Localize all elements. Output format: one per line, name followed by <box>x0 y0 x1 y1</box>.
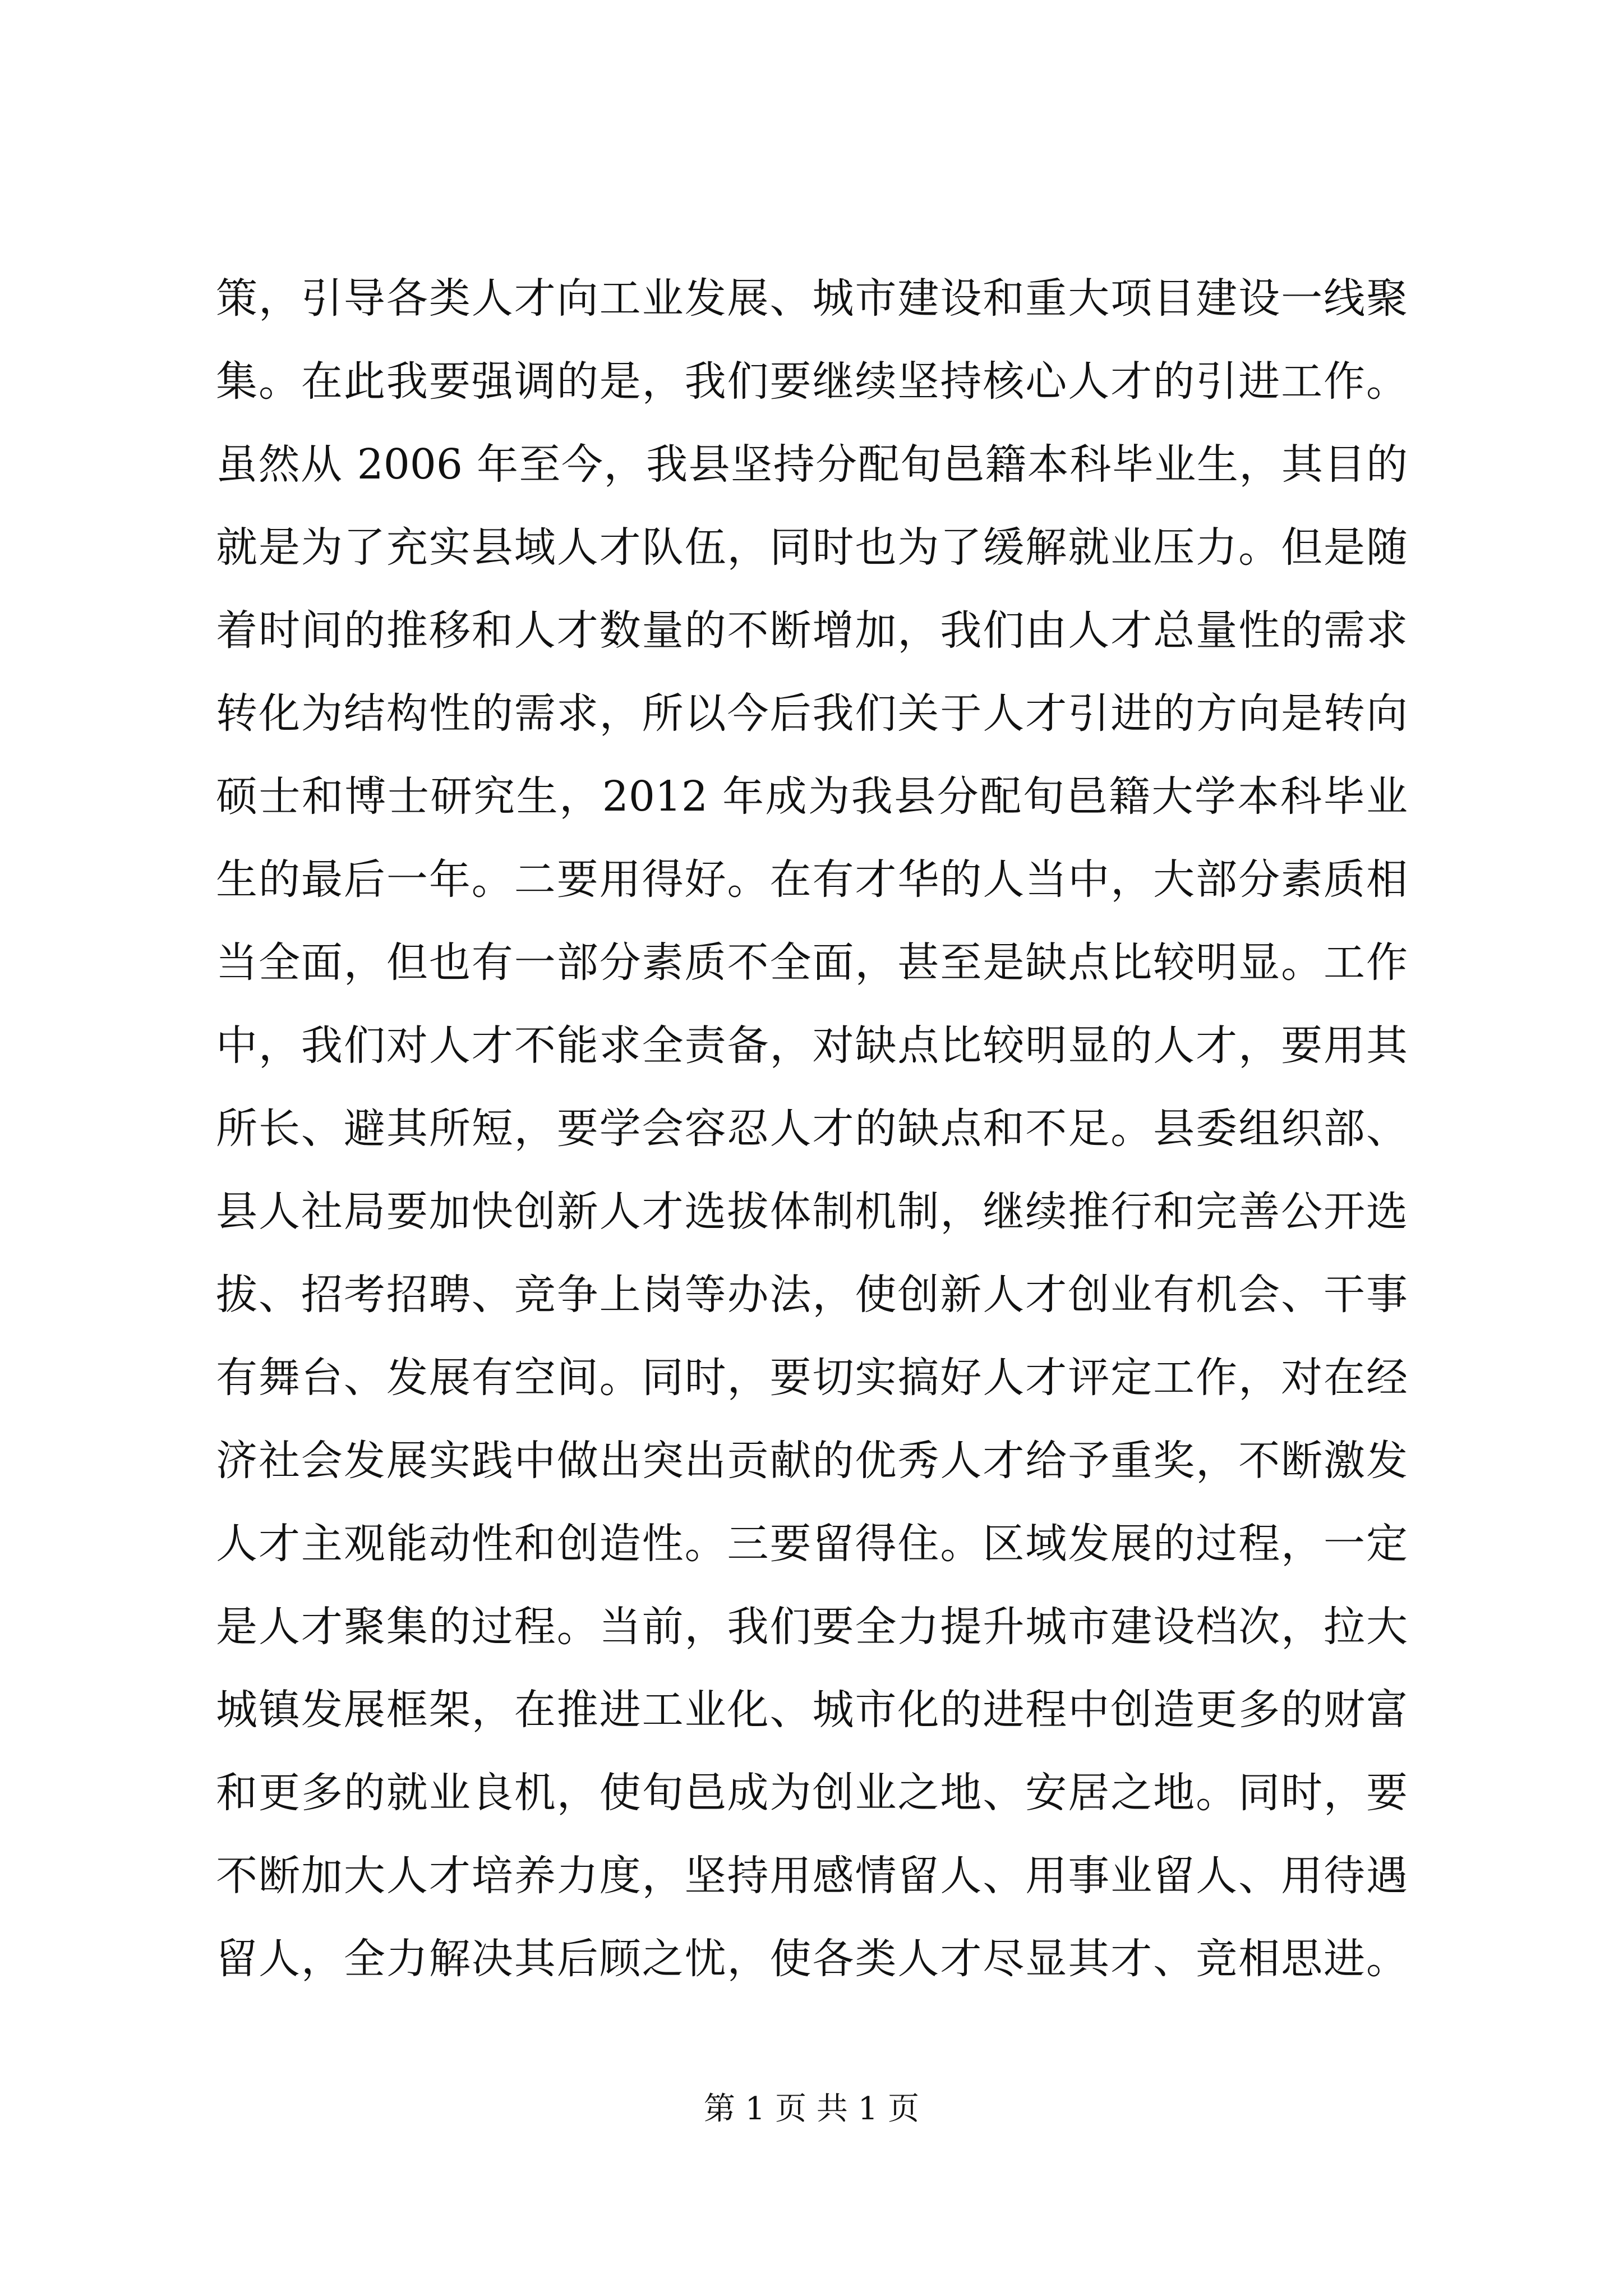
text-line: 人才主观能动性和创造性。三要留得住。区域发展的过程，一定 <box>216 1520 1408 1568</box>
text-line: 集。在此我要强调的是，我们要继续坚持核心人才的引进工作。 <box>216 357 1408 406</box>
body-paragraph <box>216 257 1408 2000</box>
page-number-footer: 第 1 页 共 1 页 <box>703 2091 920 2127</box>
text-line: 有舞台、发展有空间。同时，要切实搞好人才评定工作，对在经 <box>216 1354 1408 1402</box>
text-line: 县人社局要加快创新人才选拔体制机制，继续推行和完善公开选 <box>216 1188 1408 1236</box>
text-line: 城镇发展框架，在推进工业化、城市化的进程中创造更多的财富 <box>216 1686 1408 1734</box>
text-line: 所长、避其所短，要学会容忍人才的缺点和不足。县委组织部、 <box>216 1105 1408 1153</box>
text-line: 不断加大人才培养力度，坚持用感情留人、用事业留人、用待遇 <box>216 1852 1408 1900</box>
text-line: 是人才聚集的过程。当前，我们要全力提升城市建设档次，拉大 <box>216 1603 1408 1651</box>
text-line: 转化为结构性的需求，所以今后我们关于人才引进的方向是转向 <box>216 689 1408 738</box>
text-line: 虽然从 2006 年至今，我县坚持分配旬邑籍本科毕业生，其目的 <box>216 440 1408 489</box>
text-line: 硕士和博士研究生，2012 年成为我县分配旬邑籍大学本科毕业 <box>216 772 1408 821</box>
text-line: 当全面，但也有一部分素质不全面，甚至是缺点比较明显。工作 <box>216 938 1408 987</box>
text-line: 中，我们对人才不能求全责备，对缺点比较明显的人才，要用其 <box>216 1022 1408 1070</box>
text-line: 就是为了充实县域人才队伍，同时也为了缓解就业压力。但是随 <box>216 523 1408 572</box>
text-line: 策，引导各类人才向工业发展、城市建设和重大项目建设一线聚 <box>216 274 1408 323</box>
text-line: 生的最后一年。二要用得好。在有才华的人当中，大部分素质相 <box>216 855 1408 904</box>
text-line: 留人，全力解决其后顾之忧，使各类人才尽显其才、竞相思进。 <box>216 1935 1408 1983</box>
text-line: 拔、招考招聘、竞争上岗等办法，使创新人才创业有机会、干事 <box>216 1271 1408 1319</box>
text-line: 着时间的推移和人才数量的不断增加，我们由人才总量性的需求 <box>216 606 1408 655</box>
text-line: 济社会发展实践中做出突出贡献的优秀人才给予重奖，不断激发 <box>216 1437 1408 1485</box>
text-line: 和更多的就业良机，使旬邑成为创业之地、安居之地。同时，要 <box>216 1769 1408 1817</box>
